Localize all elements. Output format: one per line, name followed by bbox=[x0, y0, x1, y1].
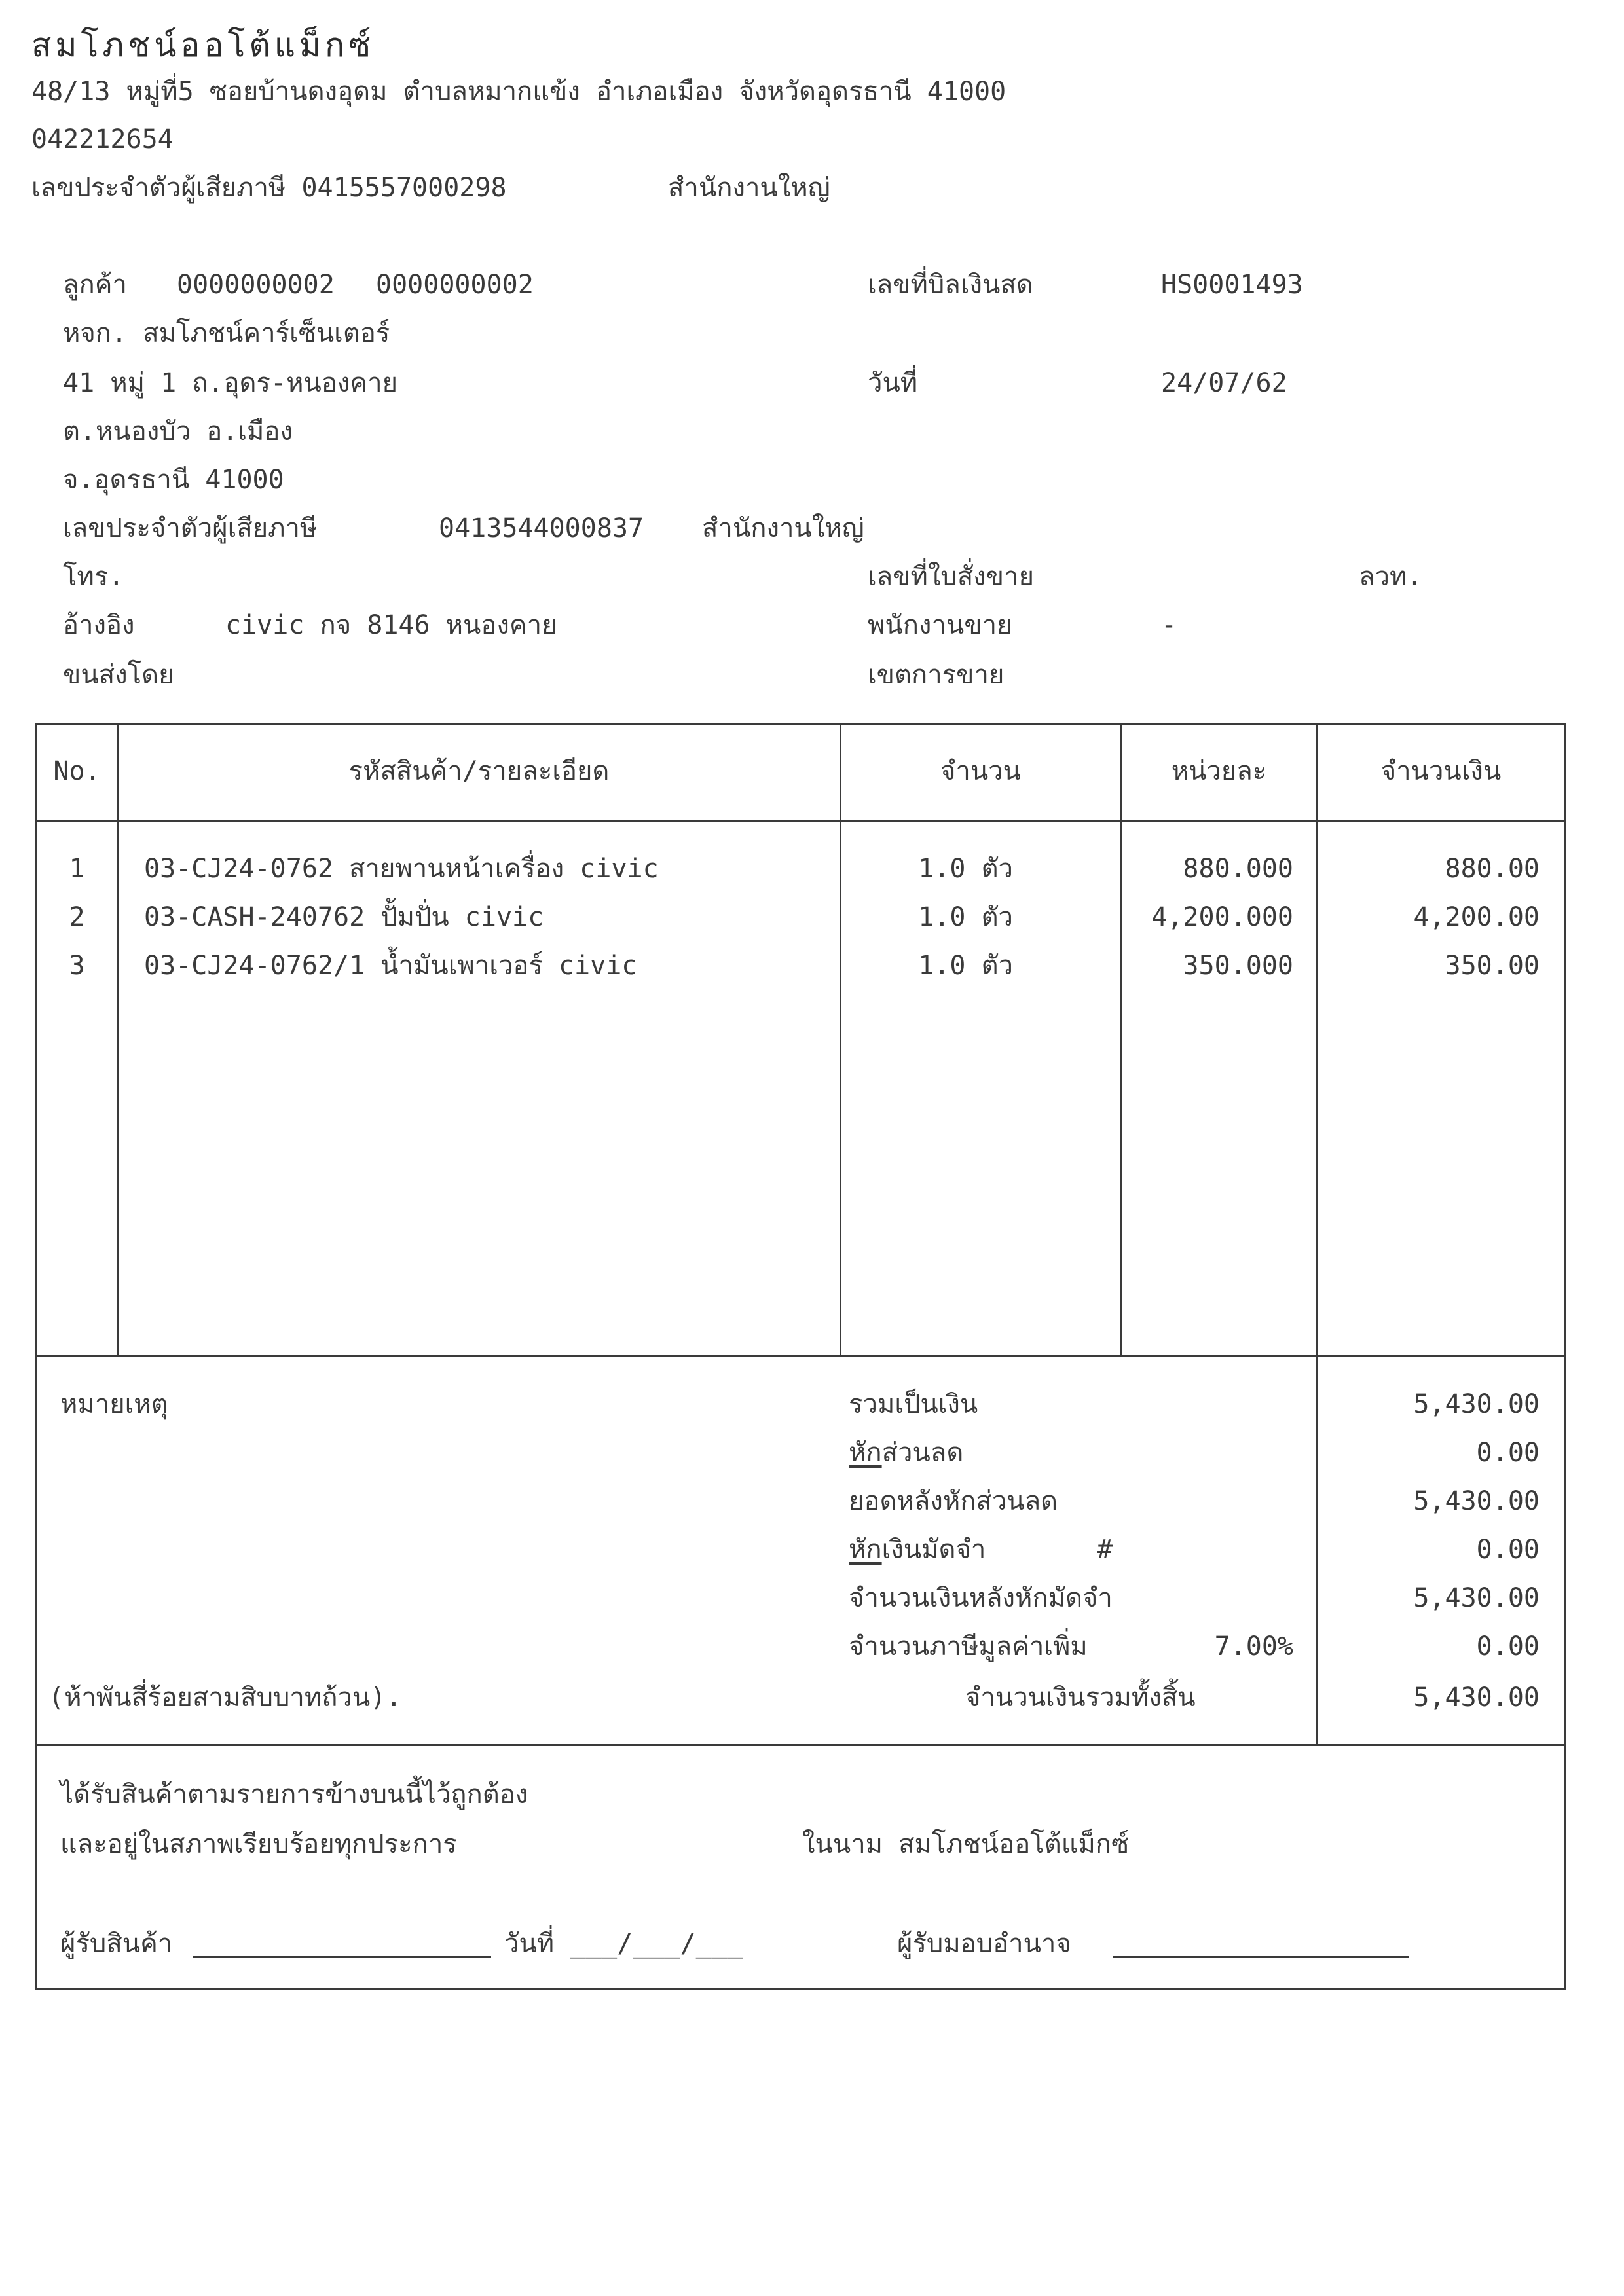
receiver-signature-line bbox=[193, 1956, 491, 1958]
customer-tax-label: เลขประจำตัวผู้เสียภาษี bbox=[63, 513, 318, 543]
subtotal-value: 5,430.00 bbox=[1413, 1389, 1540, 1419]
customer-phone-label: โทร. bbox=[63, 562, 124, 592]
row-no: 3 bbox=[69, 951, 85, 981]
row-quantity: 1.0 ตัว bbox=[918, 951, 1013, 981]
header-no: No. bbox=[53, 756, 101, 786]
vat-rate: 7.00% bbox=[1214, 1631, 1293, 1662]
row-description: 03-CASH-240762 ปั้มปั่น civic bbox=[144, 902, 544, 932]
row-quantity: 1.0 ตัว bbox=[918, 902, 1013, 932]
grand-total-label: จำนวนเงินรวมทั้งสิ้น bbox=[965, 1683, 1196, 1713]
company-tax-id: เลขประจำตัวผู้เสียภาษี 0415557000298 bbox=[31, 173, 507, 203]
row-no: 2 bbox=[69, 902, 85, 932]
after-deposit-value: 5,430.00 bbox=[1413, 1583, 1540, 1613]
discount-label bbox=[849, 1436, 963, 1469]
deposit-label-text: เงินมัดจำ bbox=[881, 1535, 986, 1565]
row-unit-price: 880.000 bbox=[1183, 854, 1293, 884]
amount-in-words: (ห้าพันสี่ร้อยสามสิบบาทถ้วน). bbox=[48, 1683, 402, 1713]
customer-address-2: ต.หนองบัว อ.เมือง bbox=[63, 416, 293, 446]
bill-date-value: 24/07/62 bbox=[1161, 368, 1287, 398]
customer-label: ลูกค้า bbox=[63, 270, 127, 300]
after-discount-label: ยอดหลังหักส่วนลด bbox=[849, 1486, 1058, 1516]
customer-address-1: 41 หมู่ 1 ถ.อุดร-หนองคาย bbox=[63, 368, 398, 398]
row-unit-price: 350.000 bbox=[1183, 951, 1293, 981]
row-no: 1 bbox=[69, 854, 85, 884]
reference-label: อ้างอิง bbox=[63, 610, 135, 640]
authorized-signature-line bbox=[1113, 1956, 1409, 1958]
row-unit-price: 4,200.000 bbox=[1151, 902, 1293, 932]
customer-tax-id: 0413544000837 bbox=[439, 513, 644, 543]
table-header-divider bbox=[35, 820, 1565, 822]
company-phone: 042212654 bbox=[31, 124, 174, 155]
discount-label-text: ส่วนลด bbox=[881, 1438, 964, 1468]
footer-bottom-border bbox=[35, 1988, 1565, 1990]
company-name: สมโภชน์ออโต้แม็กซ์ bbox=[31, 26, 375, 64]
header-unit-price: หน่วยละ bbox=[1171, 756, 1267, 786]
deposit-label bbox=[849, 1533, 986, 1566]
discount-prefix: หัก bbox=[849, 1438, 882, 1468]
company-branch: สำนักงานใหญ่ bbox=[668, 173, 830, 203]
header-description: รหัสสินค้า/รายละเอียด bbox=[348, 756, 610, 786]
authorized-label: ผู้รับมอบอำนาจ bbox=[897, 1929, 1071, 1959]
grand-total-value: 5,430.00 bbox=[1413, 1683, 1540, 1713]
customer-code2: 0000000002 bbox=[376, 270, 534, 300]
remark-label: หมายเหตุ bbox=[60, 1389, 168, 1419]
vat-label: จำนวนภาษีมูลค่าเพิ่ม bbox=[849, 1631, 1088, 1662]
col-divider-qty bbox=[1120, 723, 1122, 1357]
order-no-label: เลขที่ใบสั่งขาย bbox=[868, 562, 1035, 592]
on-behalf-of: ในนาม สมโภชน์ออโต้แม็กซ์ bbox=[802, 1829, 1130, 1859]
after-deposit-label: จำนวนเงินหลังหักมัดจำ bbox=[849, 1583, 1113, 1613]
frame-right-border bbox=[1564, 723, 1566, 1990]
row-description: 03-CJ24-0762 สายพานหน้าเครื่อง civic bbox=[144, 854, 659, 884]
discount-value: 0.00 bbox=[1476, 1438, 1540, 1468]
row-amount: 4,200.00 bbox=[1413, 902, 1540, 932]
bill-no-label: เลขที่บิลเงินสด bbox=[868, 270, 1033, 300]
shipping-label: ขนส่งโดย bbox=[63, 660, 174, 690]
col-divider-desc bbox=[840, 723, 841, 1357]
receiver-label: ผู้รับสินค้า bbox=[60, 1929, 173, 1959]
vat-value: 0.00 bbox=[1476, 1631, 1540, 1662]
summary-bottom-border bbox=[35, 1744, 1565, 1746]
subtotal-label: รวมเป็นเงิน bbox=[849, 1389, 978, 1419]
reference-value: civic กจ 8146 หนองคาย bbox=[225, 610, 557, 640]
received-statement-2: และอยู่ในสภาพเรียบร้อยทุกประการ bbox=[60, 1829, 457, 1859]
salesperson-value: - bbox=[1161, 610, 1177, 640]
receive-date-blank: ___/___/___ bbox=[570, 1929, 743, 1959]
customer-name: หจก. สมโภชน์คาร์เซ็นเตอร์ bbox=[63, 318, 390, 348]
receive-date-label: วันที่ bbox=[504, 1929, 555, 1959]
deposit-value: 0.00 bbox=[1476, 1535, 1540, 1565]
header-amount: จำนวนเงิน bbox=[1380, 756, 1502, 786]
customer-branch: สำนักงานใหญ่ bbox=[702, 513, 864, 543]
bill-date-label: วันที่ bbox=[868, 368, 918, 398]
col-divider-no bbox=[117, 723, 119, 1357]
deposit-hash: # bbox=[1097, 1535, 1113, 1565]
row-amount: 880.00 bbox=[1445, 854, 1540, 884]
company-address: 48/13 หมู่ที่5 ซอยบ้านดงอุดม ตำบลหมากแข้ง อำเภอเมือง จังหวัดอุดรธานี 41000 bbox=[31, 77, 1006, 107]
row-amount: 350.00 bbox=[1445, 951, 1540, 981]
salesperson-label: พนักงานขาย bbox=[868, 610, 1012, 640]
table-top-border bbox=[35, 723, 1565, 725]
customer-code1: 0000000002 bbox=[177, 270, 335, 300]
sales-area-label: เขตการขาย bbox=[868, 660, 1005, 690]
row-quantity: 1.0 ตัว bbox=[918, 854, 1013, 884]
customer-address-3: จ.อุดรธานี 41000 bbox=[63, 465, 284, 495]
after-discount-value: 5,430.00 bbox=[1413, 1486, 1540, 1516]
order-no-value: ลวท. bbox=[1359, 562, 1423, 592]
header-quantity: จำนวน bbox=[940, 756, 1022, 786]
received-statement-1: ได้รับสินค้าตามรายการข้างบนนี้ไว้ถูกต้อง bbox=[60, 1779, 528, 1810]
table-bottom-border bbox=[35, 1355, 1565, 1357]
row-description: 03-CJ24-0762/1 น้ำมันเพาเวอร์ civic bbox=[144, 951, 638, 981]
deposit-prefix: หัก bbox=[849, 1535, 882, 1565]
bill-no-value: HS0001493 bbox=[1161, 270, 1303, 300]
